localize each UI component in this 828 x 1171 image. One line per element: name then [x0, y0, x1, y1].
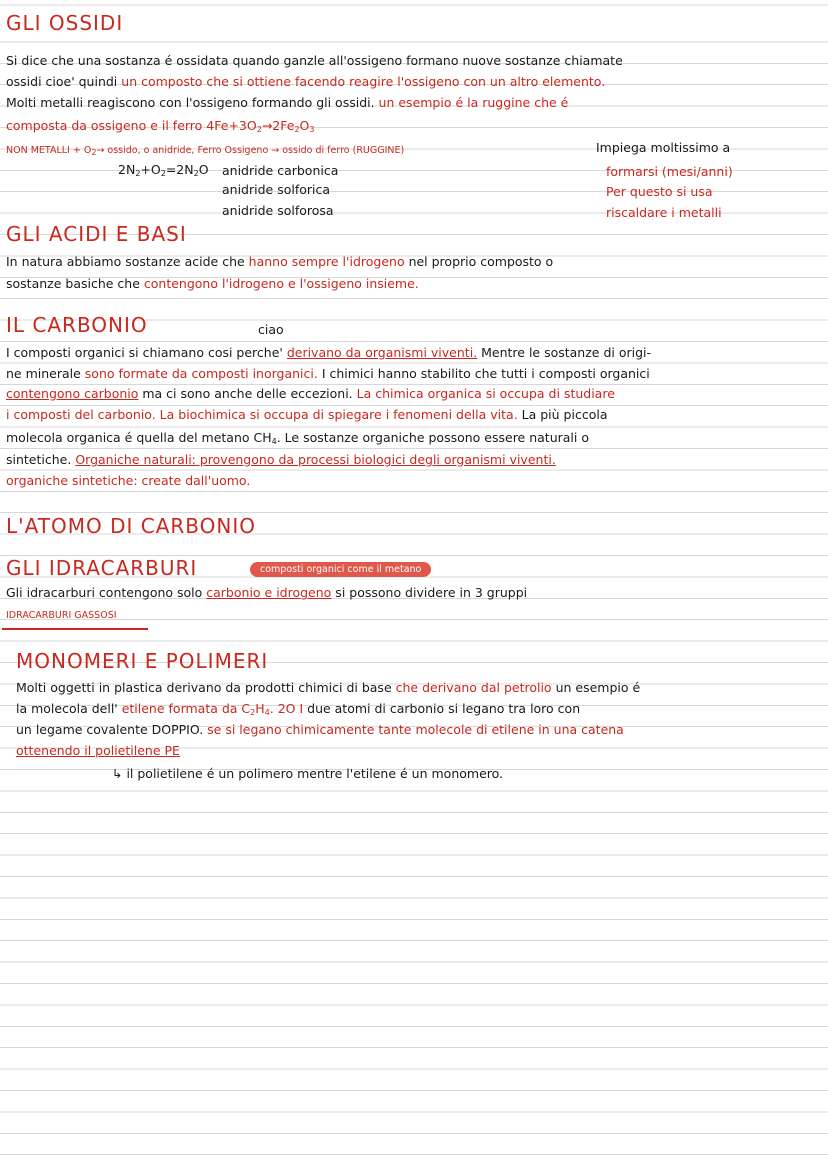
text-line: Molti metalli reagiscono con l'ossigeno formando gli ossidi. un esempio é la ruggine che é — [6, 95, 569, 110]
text-line: ossidi cioe' quindi un composto che si ottiene facendo reagire l'ossigeno con un altro elemento. — [6, 74, 606, 89]
text-line: Impiega moltissimo a — [596, 140, 731, 155]
text-line: Si dice che una sostanza é ossidata quando ganzle all'ossigeno formano nuove sostanze chiamate — [6, 53, 623, 68]
text-line: ↳ il polietilene é un polimero mentre l'etilene é un monomero. — [112, 766, 504, 781]
text-line: contengono carbonio ma ci sono anche delle eccezioni. La chimica organica si occupa di studiare — [6, 386, 615, 401]
text-line: molecola organica é quella del metano $CH_4$. Le sostanze organiche possono essere naturali o — [6, 430, 589, 446]
aside-note: ciao — [258, 322, 284, 337]
text-line: I composti organici si chiamano cosi perche' derivano da organismi viventi. Mentre le sostanze di origi- — [6, 345, 652, 360]
text-line: composta da ossigeno e il ferro $4Fe+3O_2\to 2Fe_2O_3$ — [6, 118, 315, 134]
text-line: un legame covalente DOPPIO. se si legano chimicamente tante molecole di etilene in una catena — [16, 722, 624, 737]
text-line: Per questo si usa — [606, 184, 713, 199]
text-line: formarsi (mesi/anni) — [606, 164, 733, 179]
text-line: anidride solforosa — [222, 203, 334, 218]
note-badge: composti organici come il metano — [250, 562, 431, 577]
text-line: organiche sintetiche: create dall'uomo. — [6, 473, 251, 488]
formula: $2N_2+O_2=2N_2O$ — [118, 162, 209, 178]
text-line: ne minerale sono formate da composti inorganici. I chimici hanno stabilito che tutti i composti organici — [6, 366, 650, 381]
text-line: riscaldare i metalli — [606, 205, 722, 220]
section-title-carbonio: IL CARBONIO — [6, 313, 148, 337]
text-line: Molti oggetti in plastica derivano da prodotti chimici di base che derivano dal petrolio un esempio é — [16, 680, 641, 695]
text-line: sostanze basiche che contengono l'idrogeno e l'ossigeno insieme. — [6, 276, 419, 291]
text-line: anidride solforica — [222, 182, 331, 197]
section-title-ossidi: GLI OSSIDI — [6, 11, 124, 35]
text-line: i composti del carbonio. La biochimica si occupa di spiegare i fenomeni della vita. La più piccola — [6, 407, 608, 422]
text-line: anidride carbonica — [222, 163, 339, 178]
text-line: In natura abbiamo sostanze acide che hanno sempre l'idrogeno nel proprio composto o — [6, 254, 554, 269]
section-title-idracarburi: GLI IDRACARBURI — [6, 556, 198, 580]
text-line: sintetiche. Organiche naturali: provengono da processi biologici degli organismi viventi. — [6, 452, 556, 467]
text-line: ottenendo il polietilene PE — [16, 743, 180, 758]
divider — [2, 628, 148, 630]
text-line: NON METALLI + $O_2\to$ ossido, o anidride, Ferro Ossigeno → ossido di ferro (RUGGINE) — [6, 145, 405, 157]
text-line: la molecola dell' etilene formata da $C_2H_4$. 2O I due atomi di carbonio si legano tra loro con — [16, 701, 581, 717]
section-title-acidi-basi: GLI ACIDI E BASI — [6, 222, 187, 246]
section-title-monomeri-polimeri: MONOMERI E POLIMERI — [16, 649, 269, 673]
text-line: Gli idracarburi contengono solo carbonio e idrogeno si possono dividere in 3 gruppi — [6, 585, 528, 600]
subsection-label: IDRACARBURI GASSOSI — [6, 610, 117, 621]
section-title-atomo-carbonio: L'ATOMO DI CARBONIO — [6, 514, 256, 538]
